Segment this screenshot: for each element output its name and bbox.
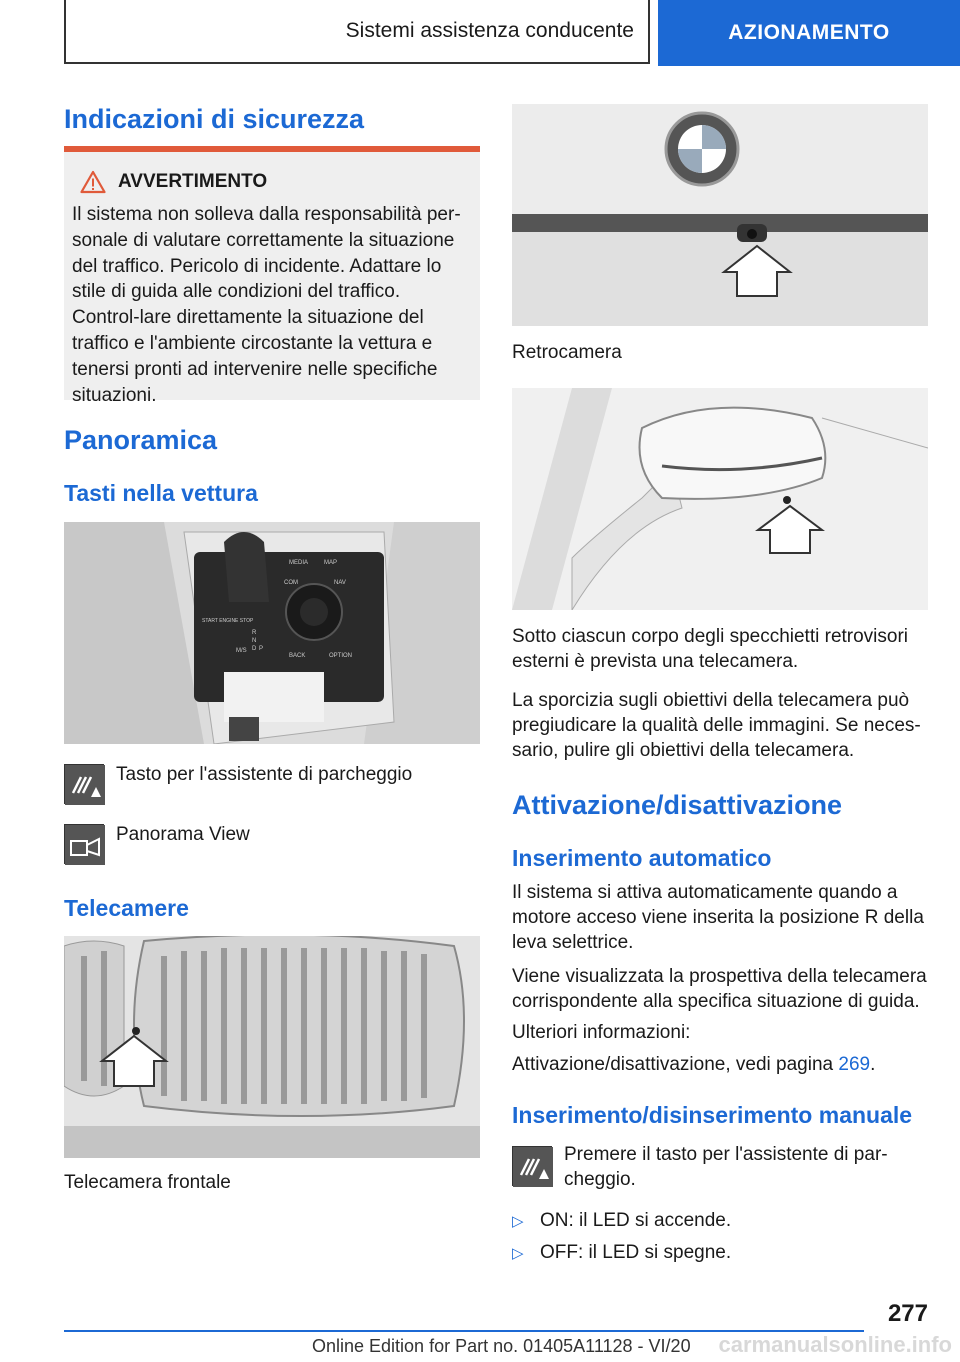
heading-buttons: Tasti nella vettura [64,480,258,506]
page-header [0,0,960,66]
warning-title: AVVERTIMENTO [80,170,472,194]
heading-cameras: Telecamere [64,895,189,921]
mirror-text: Sotto ciascun corpo degli specchietti retrovisori esterni è prevista una telecamera. [512,626,909,672]
warning-icon [80,170,106,194]
bullet-triangle-icon: ▷ [512,1245,524,1262]
park-assist-icon [64,764,104,804]
heading-manual: Inserimento/disinserimento manuale [512,1102,913,1128]
panorama-view-icon [64,824,104,864]
section-title: Sistemi assistenza conducente [345,19,634,42]
rear-camera-caption: Retrocamera [512,342,622,363]
bullet-triangle-icon: ▷ [512,1213,524,1230]
console-label-back: BACK [289,653,306,659]
heading-overview: Panoramica [64,425,218,455]
park-assist-icon [512,1146,552,1186]
auto-text: Il sistema si attiva automaticamente quando a motore acceso viene inserita la posizione R della leva selettrice. [512,882,924,953]
watermark: carmanualsonline.info [718,1332,952,1357]
dirt-text: La sporcizia sugli obiettivi della telecamera può pregiudicare la qualità delle immagini. Se neces-sario, pulire gli obiettivi della telecamera. [512,690,921,761]
list-item: ▷ OFF: il LED si spegne. [512,1242,732,1263]
console-label-p: P [259,646,264,652]
heading-safety: Indicazioni di sicurezza [64,104,365,134]
rear-camera-image [512,104,928,326]
warning-body: Il sistema non solleva dalla responsabilità per-sonale di valutare correttamente la situazione del traffico. Pericolo di incidente. Adattare lo stile di guida alle condizioni del traffico. Control-lare direttamente la situazione del traffico e l'ambiente circostante la vettura e tenersi pronti ad intervenire nelle specifiche situazioni. [72,204,461,406]
center-console-image [64,522,480,744]
console-label-n: N [252,638,257,644]
heading-auto: Inserimento automatico [512,845,772,871]
console-label-option: OPTION [329,653,353,659]
front-camera-caption: Telecamera frontale [64,1172,231,1193]
console-label-stop: START ENGINE STOP [202,618,254,624]
console-label-d: D [252,646,257,652]
page-reference-link[interactable]: 269 [838,1054,871,1075]
panorama-view-label: Panorama View [116,824,250,845]
mirror-camera-image [512,388,928,610]
manual-text: Premere il tasto per l'assistente di par-cheggio. [564,1144,888,1190]
warning-box [64,146,480,406]
console-label-com: COM [284,580,298,586]
view-text: Viene visualizzata la prospettiva della telecamera corrispondente alla specifica situazione di guida. [512,966,927,1012]
section-header [64,0,650,64]
edition-text: Online Edition for Part no. 01405A11128 - VI/20 [312,1336,691,1356]
more-info-label: Ulteriori informazioni: [512,1022,691,1043]
list-item: ▷ ON: il LED si accende. [512,1210,732,1231]
page-reference: Attivazione/disattivazione, vedi pagina 269. [512,1054,876,1075]
console-label-map: MAP [324,560,338,566]
front-camera-image [64,936,480,1158]
console-label-r: R [252,630,257,636]
page-number: 277 [887,1300,928,1327]
heading-activation: Attivazione/disattivazione [512,790,843,820]
console-label-gear: M/S [236,648,247,654]
console-label-nav: NAV [334,580,346,586]
chapter-tab[interactable] [658,0,960,66]
chapter-tab-label: AZIONAMENTO [728,21,890,44]
console-label-media: MEDIA [289,560,309,566]
park-assist-label: Tasto per l'assistente di parcheggio [116,764,413,785]
